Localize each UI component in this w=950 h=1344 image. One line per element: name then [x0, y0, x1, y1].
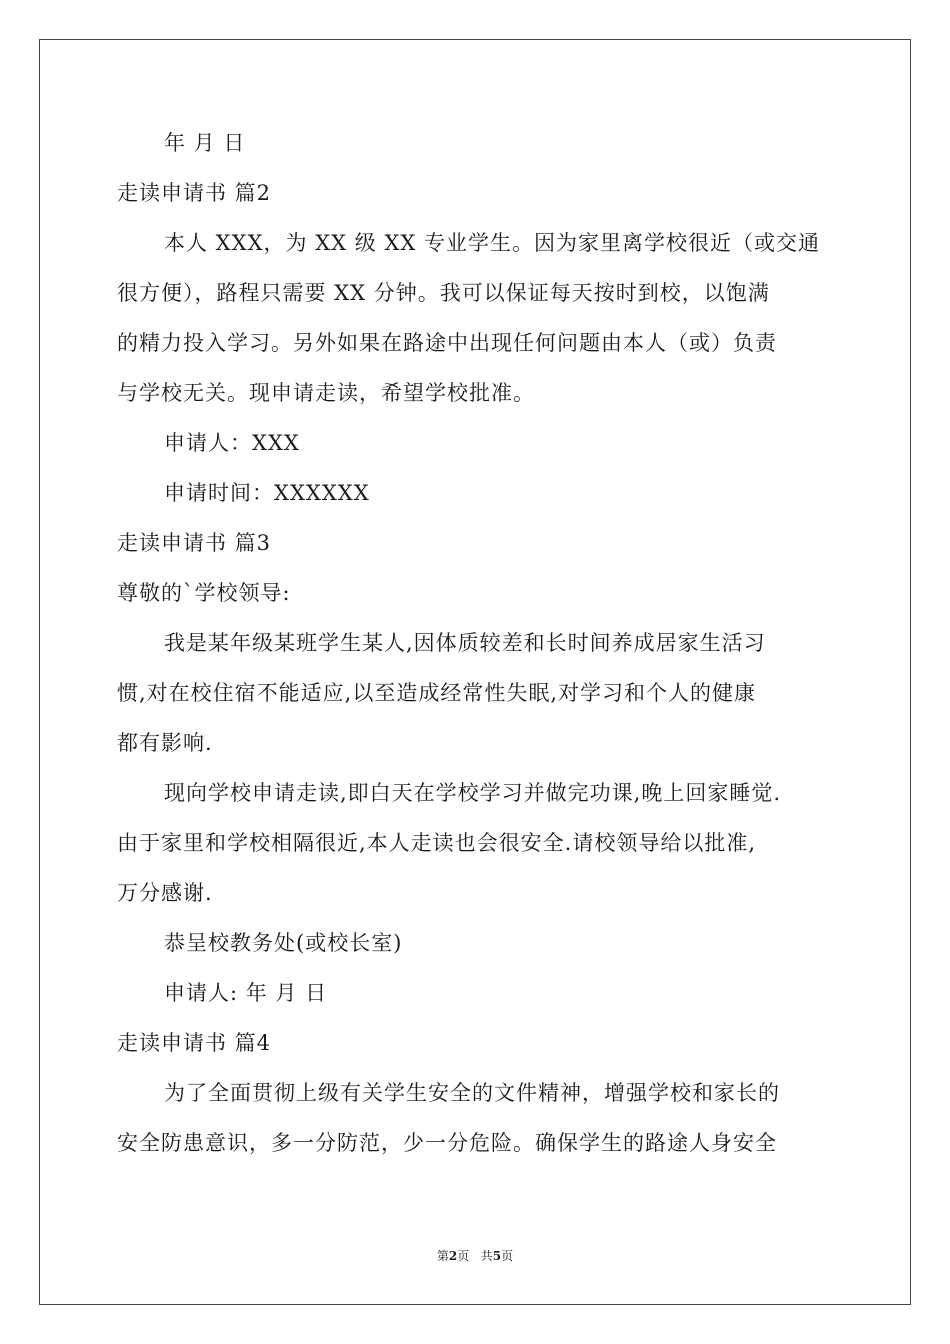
- page-footer: [0, 1248, 950, 1264]
- current-page-number: 2: [448, 1249, 458, 1263]
- salutation: 尊敬的`学校领导:: [117, 581, 291, 605]
- text-line: 的精力投入学习。另外如果在路途中出现任何问题由本人（或）负责: [117, 331, 777, 355]
- text-line: 安全防患意识，多一分防范，少一分危险。确保学生的路途人身安全: [117, 1131, 777, 1155]
- text-line: 为了全面贯彻上级有关学生安全的文件精神，增强学校和家长的: [164, 1081, 780, 1105]
- footer-total-suffix: 页: [501, 1249, 514, 1263]
- text-line: 都有影响.: [117, 731, 213, 755]
- text-line: 由于家里和学校相隔很近,本人走读也会很安全.请校领导给以批准,: [117, 831, 757, 855]
- text-line: 惯,对在校住宿不能适应,以至造成经常性失眠,对学习和个人的健康: [117, 681, 757, 705]
- text-line: 本人 XXX，为 XX 级 XX 专业学生。因为家里离学校很近（或交通: [164, 231, 821, 255]
- section-heading: 走读申请书 篇3: [117, 531, 272, 555]
- text-line: 万分感谢.: [117, 881, 213, 905]
- text-line: 很方便），路程只需要 XX 分钟。我可以保证每天按时到校，以饱满: [117, 281, 770, 305]
- text-line: 申请人：XXX: [164, 431, 300, 455]
- text-line: 申请时间：XXXXXX: [164, 481, 370, 505]
- total-pages-number: 5: [492, 1249, 502, 1263]
- footer-total-prefix: 共: [480, 1249, 493, 1263]
- text-line: 申请人: 年 月 日: [164, 981, 328, 1005]
- text-line: 年 月 日: [164, 131, 246, 155]
- text-line: 我是某年级某班学生某人,因体质较差和长时间养成居家生活习: [164, 631, 766, 655]
- footer-prefix: 第: [436, 1249, 449, 1263]
- text-line: 恭呈校教务处(或校长室): [164, 931, 403, 955]
- section-heading: 走读申请书 篇4: [117, 1031, 272, 1055]
- text-line: 现向学校申请走读,即白天在学校学习并做完功课,晚上回家睡觉.: [164, 781, 782, 805]
- text-line: 与学校无关。现申请走读，希望学校批准。: [117, 381, 535, 405]
- footer-page-suffix: 页: [457, 1249, 470, 1263]
- section-heading: 走读申请书 篇2: [117, 181, 272, 205]
